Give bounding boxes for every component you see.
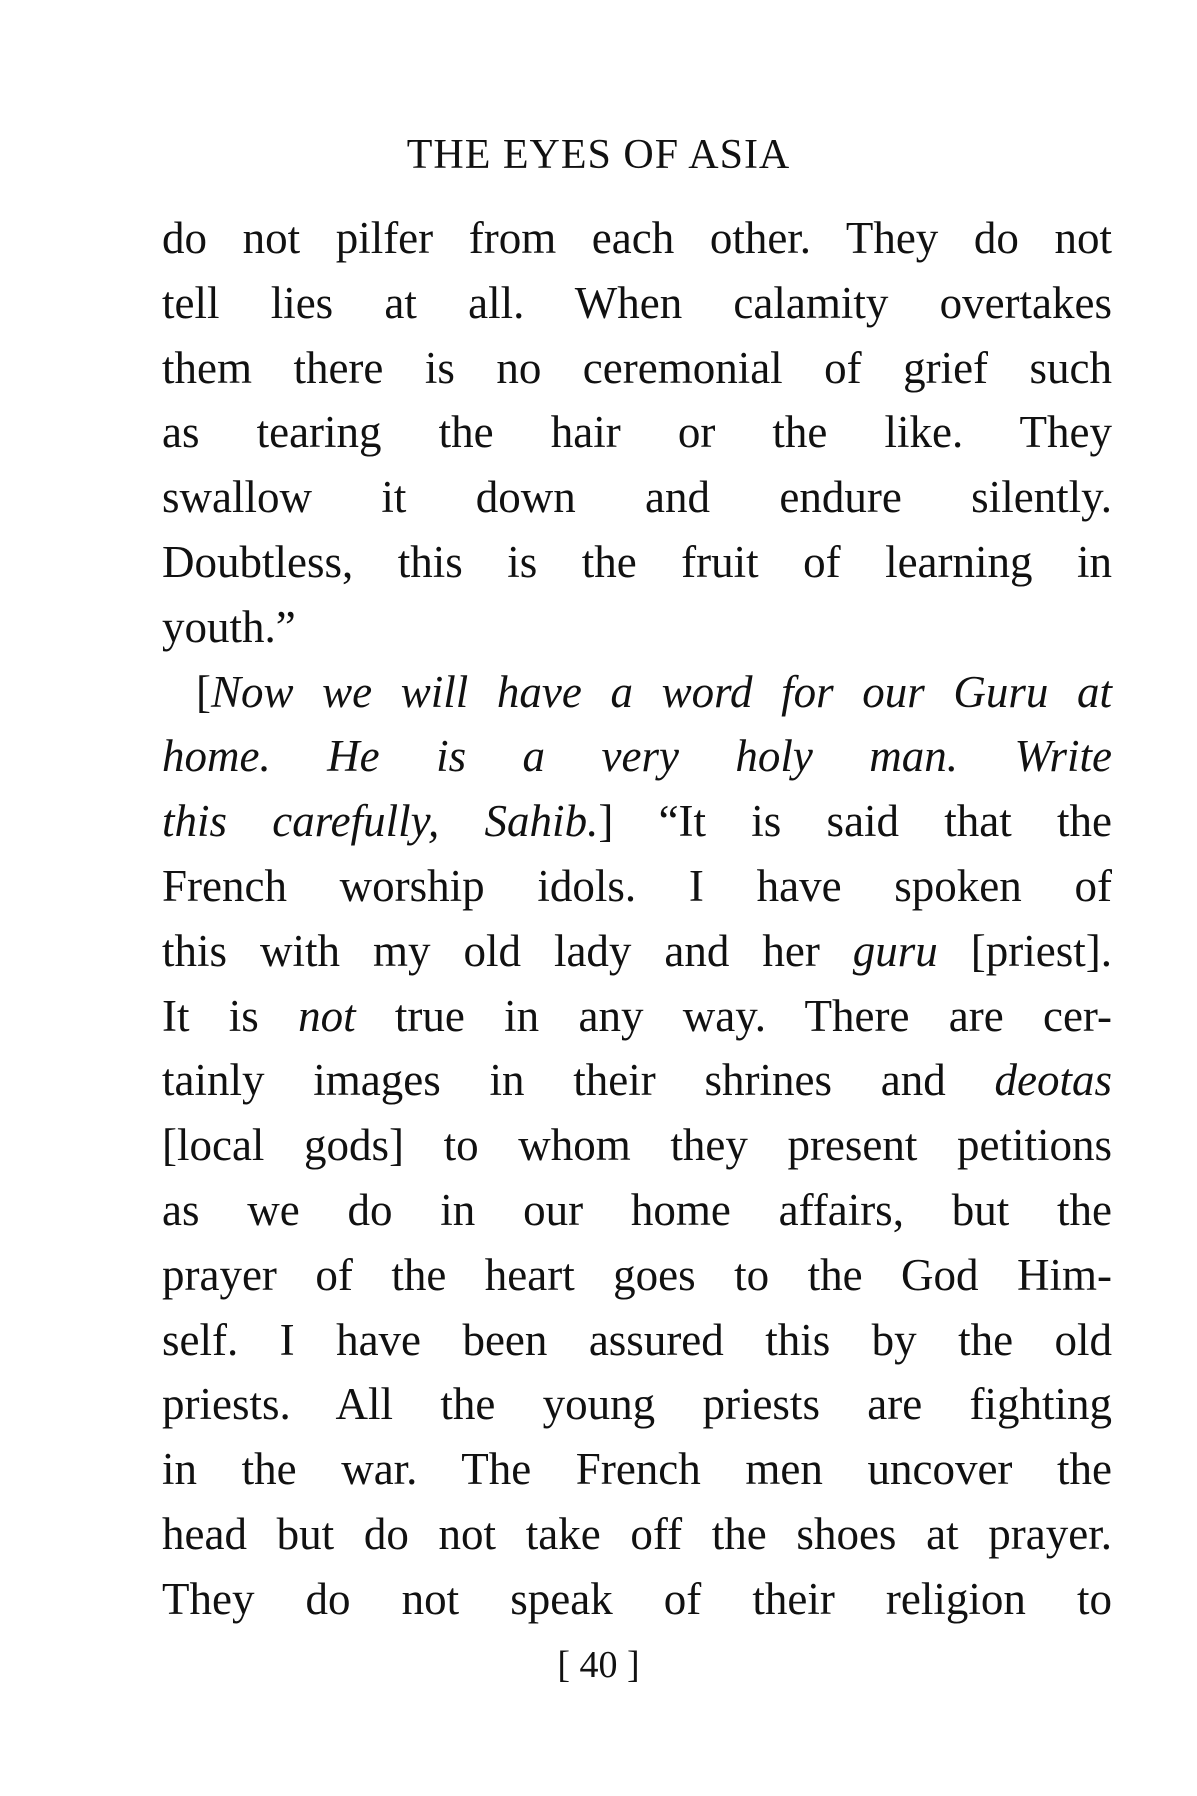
text-line [162,271,1112,336]
running-head: THE EYES OF ASIA [406,132,791,178]
page-number: [ 40 ] [557,1644,640,1686]
italic-segment: guru [852,925,938,976]
text-segment: youth.” [162,601,296,652]
body-text [162,206,1112,1632]
italic-segment: Now we will have a word for our Guru at [211,666,1112,717]
text-segment: prayer of the heart goes to the God Him- [162,1249,1112,1300]
text-segment: [priest]. [937,925,1112,976]
text-line [162,919,1112,984]
text-line [162,789,1112,854]
text-line [162,336,1112,401]
text-segment: self. I have been assured this by the old [162,1314,1112,1365]
text-line [162,595,1112,660]
text-line [162,1243,1112,1308]
text-segment: They do not speak of their religion to [162,1573,1112,1624]
text-line [162,1567,1112,1632]
text-line [162,1437,1112,1502]
text-segment: [ [196,666,211,717]
text-line [162,984,1112,1049]
text-segment: Doubtless, this is the fruit of learning in [162,536,1112,587]
text-line [162,1372,1112,1437]
text-line [162,206,1112,271]
text-segment: in the war. The French men uncover the [162,1444,1112,1495]
text-segment: French worship idols. I have spoken of [162,860,1112,911]
text-line [162,1048,1112,1113]
text-segment: as tearing the hair or the like. They [162,407,1112,458]
text-line [162,400,1112,465]
italic-segment: this carefully, Sahib. [162,796,599,847]
italic-segment: home. He is a very holy man. Write [162,731,1112,782]
text-segment: tell lies at all. When calamity overtakes [162,277,1112,328]
text-line [162,1178,1112,1243]
text-segment: tainly images in their shrines and [162,1055,995,1106]
text-segment: do not pilfer from each other. They do not [162,213,1112,263]
text-line [162,1113,1112,1178]
text-segment: It is [162,990,299,1041]
italic-segment: not [298,990,356,1041]
text-line [162,465,1112,530]
text-segment: [local gods] to whom they present petitions [162,1120,1112,1171]
text-segment: them there is no ceremonial of grief such [162,342,1112,393]
text-segment: ] “It is said that the [598,796,1113,847]
text-segment: true in any way. There are cer- [355,990,1112,1041]
text-line [162,530,1112,595]
text-segment: head but do not take off the shoes at prayer. [162,1508,1112,1559]
text-segment: swallow it down and endure silently. [162,472,1112,523]
text-line [162,724,1112,789]
italic-segment: deotas [994,1055,1112,1106]
text-segment: priests. All the young priests are fighting [162,1379,1112,1430]
text-line [162,854,1112,919]
text-segment: as we do in our home affairs, but the [162,1184,1112,1235]
text-line [162,1308,1112,1373]
text-segment: this with my old lady and her [162,925,853,976]
text-line [162,1502,1112,1567]
text-line [162,660,1112,725]
